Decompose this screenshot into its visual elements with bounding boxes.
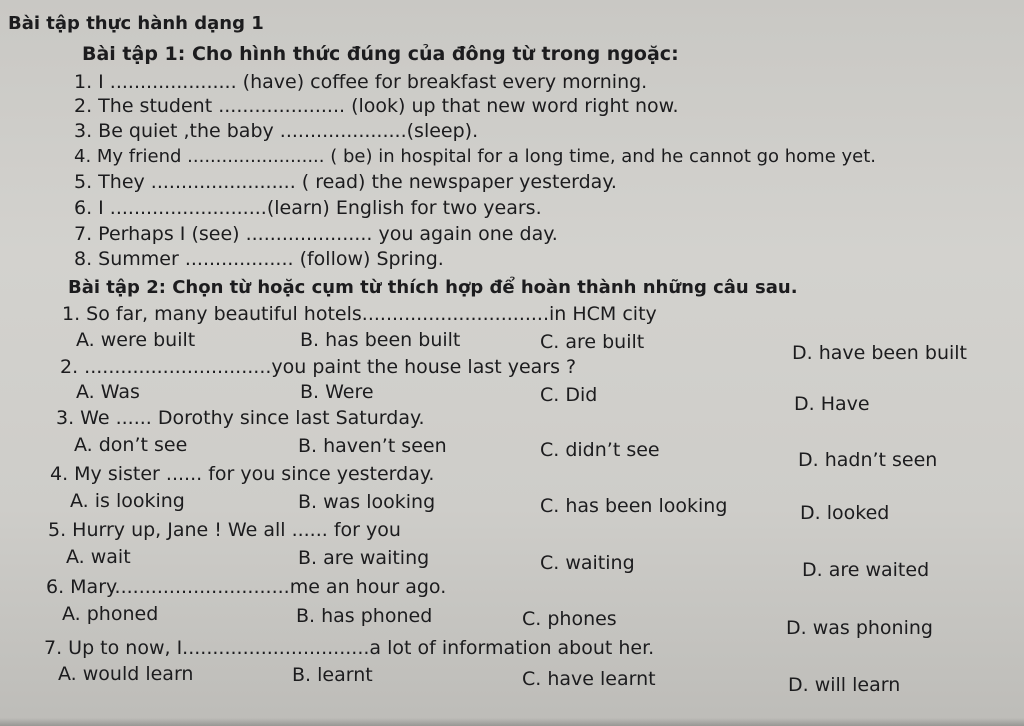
question-text: 2. ...............................you paint the house last years ? [60, 356, 577, 378]
option-d: D. have been built [792, 342, 967, 364]
option-a: A. don’t see [74, 434, 188, 456]
option-c: C. didn’t see [540, 439, 660, 461]
question-text: 5. Hurry up, Jane ! We all ...... for you [48, 519, 401, 541]
option-a: A. were built [76, 329, 196, 351]
option-a: A. phoned [62, 603, 159, 625]
question-text: 1. So far, many beautiful hotels...............................in HCM city [62, 303, 657, 325]
option-a: A. is looking [70, 490, 185, 512]
option-b: B. are waiting [298, 547, 430, 569]
exercise-1-item: 5. They ........................ ( read) the newspaper yesterday. [74, 171, 617, 193]
option-c: C. waiting [540, 552, 635, 574]
option-d: D. looked [800, 502, 890, 524]
option-b: B. was looking [298, 491, 436, 513]
exercise-1-item: 1. I ..................... (have) coffee for breakfast every morning. [74, 71, 648, 93]
option-d: D. was phoning [786, 617, 933, 639]
option-b: B. has been built [300, 329, 461, 351]
option-a: A. Was [76, 381, 140, 403]
exercise-1-item: 3. Be quiet ,the baby .....................(sleep). [74, 120, 479, 142]
exercise-1-item: 7. Perhaps I (see) ..................... you again one day. [74, 223, 558, 245]
option-c: C. are built [540, 331, 645, 353]
option-d: D. hadn’t seen [798, 449, 938, 471]
option-b: B. haven’t seen [298, 435, 447, 457]
exercise-1-heading: Bài tập 1: Cho hình thức đúng của đông từ trong ngoặc: [82, 43, 679, 65]
option-d: D. Have [794, 393, 870, 415]
option-b: B. Were [300, 381, 374, 403]
exercise-1-item: 8. Summer .................. (follow) Spring. [74, 248, 444, 270]
option-c: C. have learnt [522, 668, 656, 690]
paper-bottom-shadow [0, 718, 1024, 726]
exercise-2-heading: Bài tập 2: Chọn từ hoặc cụm từ thích hợp để hoàn thành những câu sau. [68, 277, 798, 298]
option-a: A. would learn [58, 663, 194, 685]
exercise-1-item: 2. The student ..................... (look) up that new word right now. [74, 95, 679, 117]
option-d: D. are waited [802, 559, 930, 581]
question-text: 6. Mary.............................me an hour ago. [46, 576, 447, 598]
question-text: 3. We ...... Dorothy since last Saturday. [56, 407, 425, 429]
option-a: A. wait [66, 546, 131, 568]
option-c: C. has been looking [540, 495, 728, 517]
worksheet-title: Bài tập thực hành dạng 1 [8, 13, 264, 34]
exercise-1-item: 6. I ..........................(learn) English for two years. [74, 197, 542, 219]
question-text: 7. Up to now, I...............................a lot of information about her. [44, 637, 655, 659]
option-b: B. has phoned [296, 605, 433, 627]
option-b: B. learnt [292, 664, 373, 686]
option-c: C. phones [522, 608, 617, 630]
question-text: 4. My sister ...... for you since yesterday. [50, 463, 435, 485]
exercise-1-item: 4. My friend ........................ ( be) in hospital for a long time, and he cannot go home yet. [74, 146, 877, 167]
option-d: D. will learn [788, 674, 901, 696]
option-c: C. Did [540, 384, 598, 406]
